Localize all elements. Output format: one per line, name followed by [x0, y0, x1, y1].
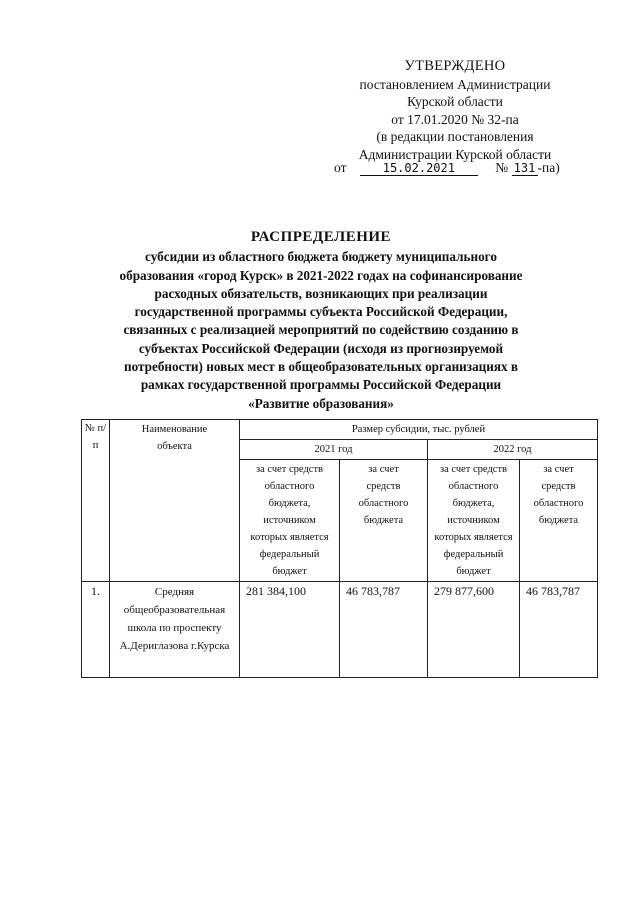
number-suffix: -па): [537, 160, 560, 175]
header-2022-federal: за счет средств областного бюджета, источником которых является федеральный бюджет: [428, 460, 520, 582]
row-object-name: Средняя общеобразовательная школа по проспекту А.Дериглазова г.Курска: [110, 582, 240, 678]
header-2022-regional: за счет средств областного бюджета: [520, 460, 598, 582]
header-name: Наименование объекта: [110, 420, 240, 582]
revision-date-line: [334, 160, 560, 176]
row-2022-regional-value: 46 783,787: [520, 582, 598, 678]
title-line: субъектах Российской Федерации (исходя из прогнозируемой: [138, 340, 504, 356]
handwritten-date: 15.02.2021: [360, 161, 478, 176]
row-2021-regional-value: 46 783,787: [340, 582, 428, 678]
row-2021-federal-value: 281 384,100: [240, 582, 340, 678]
title-line: потребности) новых мест в общеобразовательных организациях в: [123, 359, 519, 375]
header-subsidy: Размер субсидии, тыс. рублей: [240, 420, 598, 440]
approval-block: [330, 58, 580, 163]
approval-line-5: Администрации Курской области: [358, 146, 552, 162]
approval-title: УТВЕРЖДЕНО: [404, 58, 506, 74]
header-2021-federal: за счет средств областного бюджета, источником которых является федеральный бюджет: [240, 460, 340, 582]
title-heading: РАСПРЕДЕЛЕНИЕ: [250, 229, 392, 245]
row-num: 1.: [82, 582, 110, 678]
title-line: государственной программы субъекта Российской Федерации,: [134, 304, 508, 320]
approval-line-2: Курской области: [407, 94, 503, 109]
table-header-row: [82, 420, 598, 440]
header-2021-regional: за счет средств областного бюджета: [340, 460, 428, 582]
subsidy-table: [81, 419, 598, 678]
header-num: № п/п: [82, 420, 110, 582]
title-line: образования «город Курск» в 2021-2022 годах на софинансирование: [119, 267, 523, 283]
approval-line-1: постановлением Администрации: [359, 76, 551, 92]
title-line: связанных с реализацией мероприятий по содействию созданию в: [123, 322, 519, 338]
title-line: субсидии из областного бюджета бюджету муниципального: [145, 249, 497, 265]
header-year-2021: 2021 год: [240, 440, 428, 460]
table-row: [82, 582, 598, 678]
title-line: рамках государственной программы Российской Федерации: [140, 377, 502, 393]
number-label: №: [495, 160, 509, 175]
title-line: расходных обязательств, возникающих при реализации: [154, 285, 488, 301]
header-year-2022: 2022 год: [428, 440, 598, 460]
ot-label: от: [334, 160, 347, 175]
approval-line-3: от 17.01.2020 № 32-па: [391, 111, 519, 127]
approval-line-4: (в редакции постановления: [376, 129, 534, 144]
title-line: «Развитие образования»: [248, 395, 394, 411]
document-title: [90, 228, 552, 413]
handwritten-number: 131: [512, 161, 538, 176]
row-2022-federal-value: 279 877,600: [428, 582, 520, 678]
